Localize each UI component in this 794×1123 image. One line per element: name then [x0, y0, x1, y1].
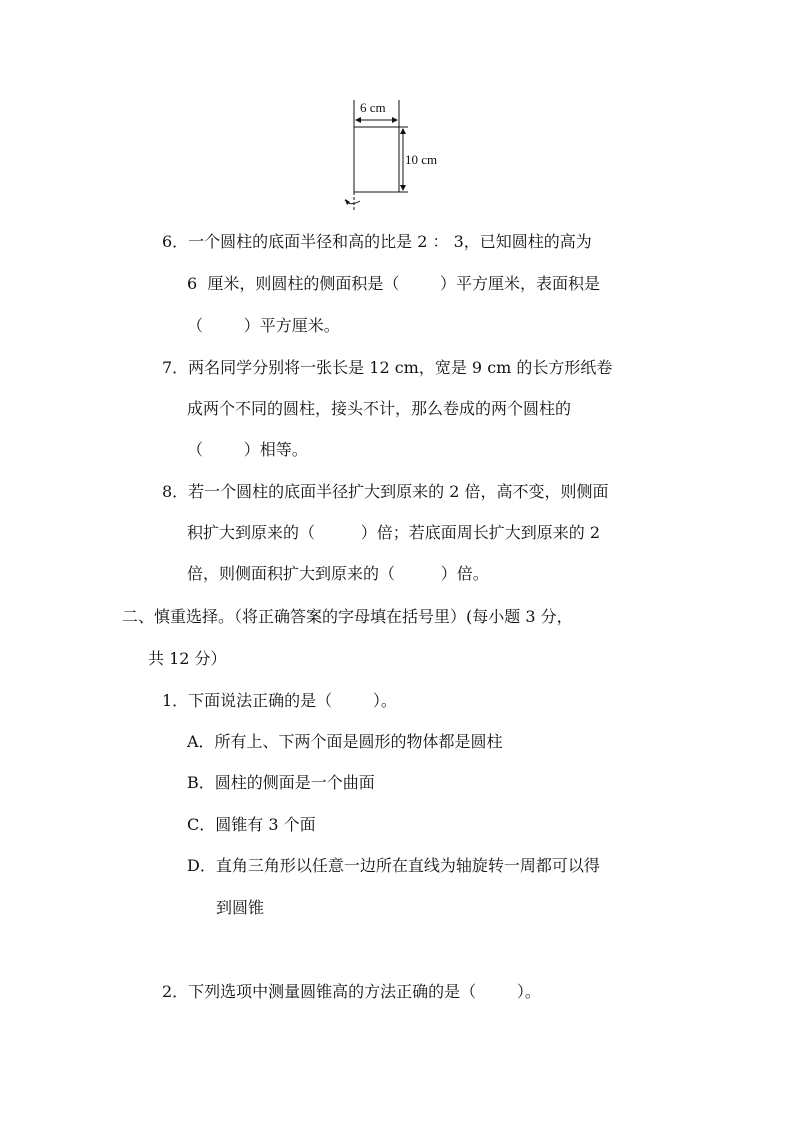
rectangle	[354, 127, 399, 192]
mc1-option-b: B．圆柱的侧面是一个曲面	[187, 773, 375, 792]
height-label: 10 cm	[405, 152, 438, 167]
section-2-heading-cont: 共 12 分）	[148, 649, 227, 668]
q8-line-1: 8．若一个圆柱的底面半径扩大到原来的 2 倍，高不变，则侧面	[162, 482, 609, 501]
q7-line-2: 成两个不同的圆柱，接头不计，那么卷成的两个圆柱的	[187, 399, 572, 418]
q6-line-2: 6 厘米，则圆柱的侧面积是（ ）平方厘米，表面积是	[187, 274, 601, 293]
q6-line-1: 6．一个圆柱的底面半径和高的比是 2 ： 3，已知圆柱的高为	[162, 232, 592, 251]
rotation-arrowhead	[345, 199, 350, 205]
mc1-option-d-line-1: D．直角三角形以任意一边所在直线为轴旋转一周都可以得	[187, 856, 600, 875]
mc1-option-a: A．所有上、下两个面是圆形的物体都是圆柱	[187, 732, 503, 751]
height-arrow-bottom	[400, 185, 406, 191]
q7-line-3: （ ）相等。	[187, 440, 308, 459]
width-arrow-left	[355, 117, 361, 123]
width-arrow-right	[392, 117, 398, 123]
q8-line-3: 倍，则侧面积扩大到原来的（ ）倍。	[187, 564, 489, 583]
q8-line-2: 积扩大到原来的（ ）倍；若底面周长扩大到原来的 2	[187, 523, 601, 542]
mc1-stem: 1．下面说法正确的是（ ）。	[162, 691, 397, 710]
mc1-option-c: C．圆锥有 3 个面	[187, 815, 316, 834]
section-2-heading: 二、慎重选择。（将正确答案的字母填在括号里）(每小题 3 分，	[122, 607, 573, 626]
rectangle-rotation-figure	[0, 0, 794, 220]
q6-line-3: （ ）平方厘米。	[187, 316, 340, 335]
mc1-option-d-line-2: 到圆锥	[216, 898, 265, 917]
width-label: 6 cm	[360, 100, 386, 115]
mc2-stem: 2．下列选项中测量圆锥高的方法正确的是（ ）。	[162, 982, 541, 1001]
height-arrow-top	[400, 128, 406, 134]
q7-line-1: 7．两名同学分别将一张长是 12 cm，宽是 9 cm 的长方形纸卷	[162, 358, 613, 377]
